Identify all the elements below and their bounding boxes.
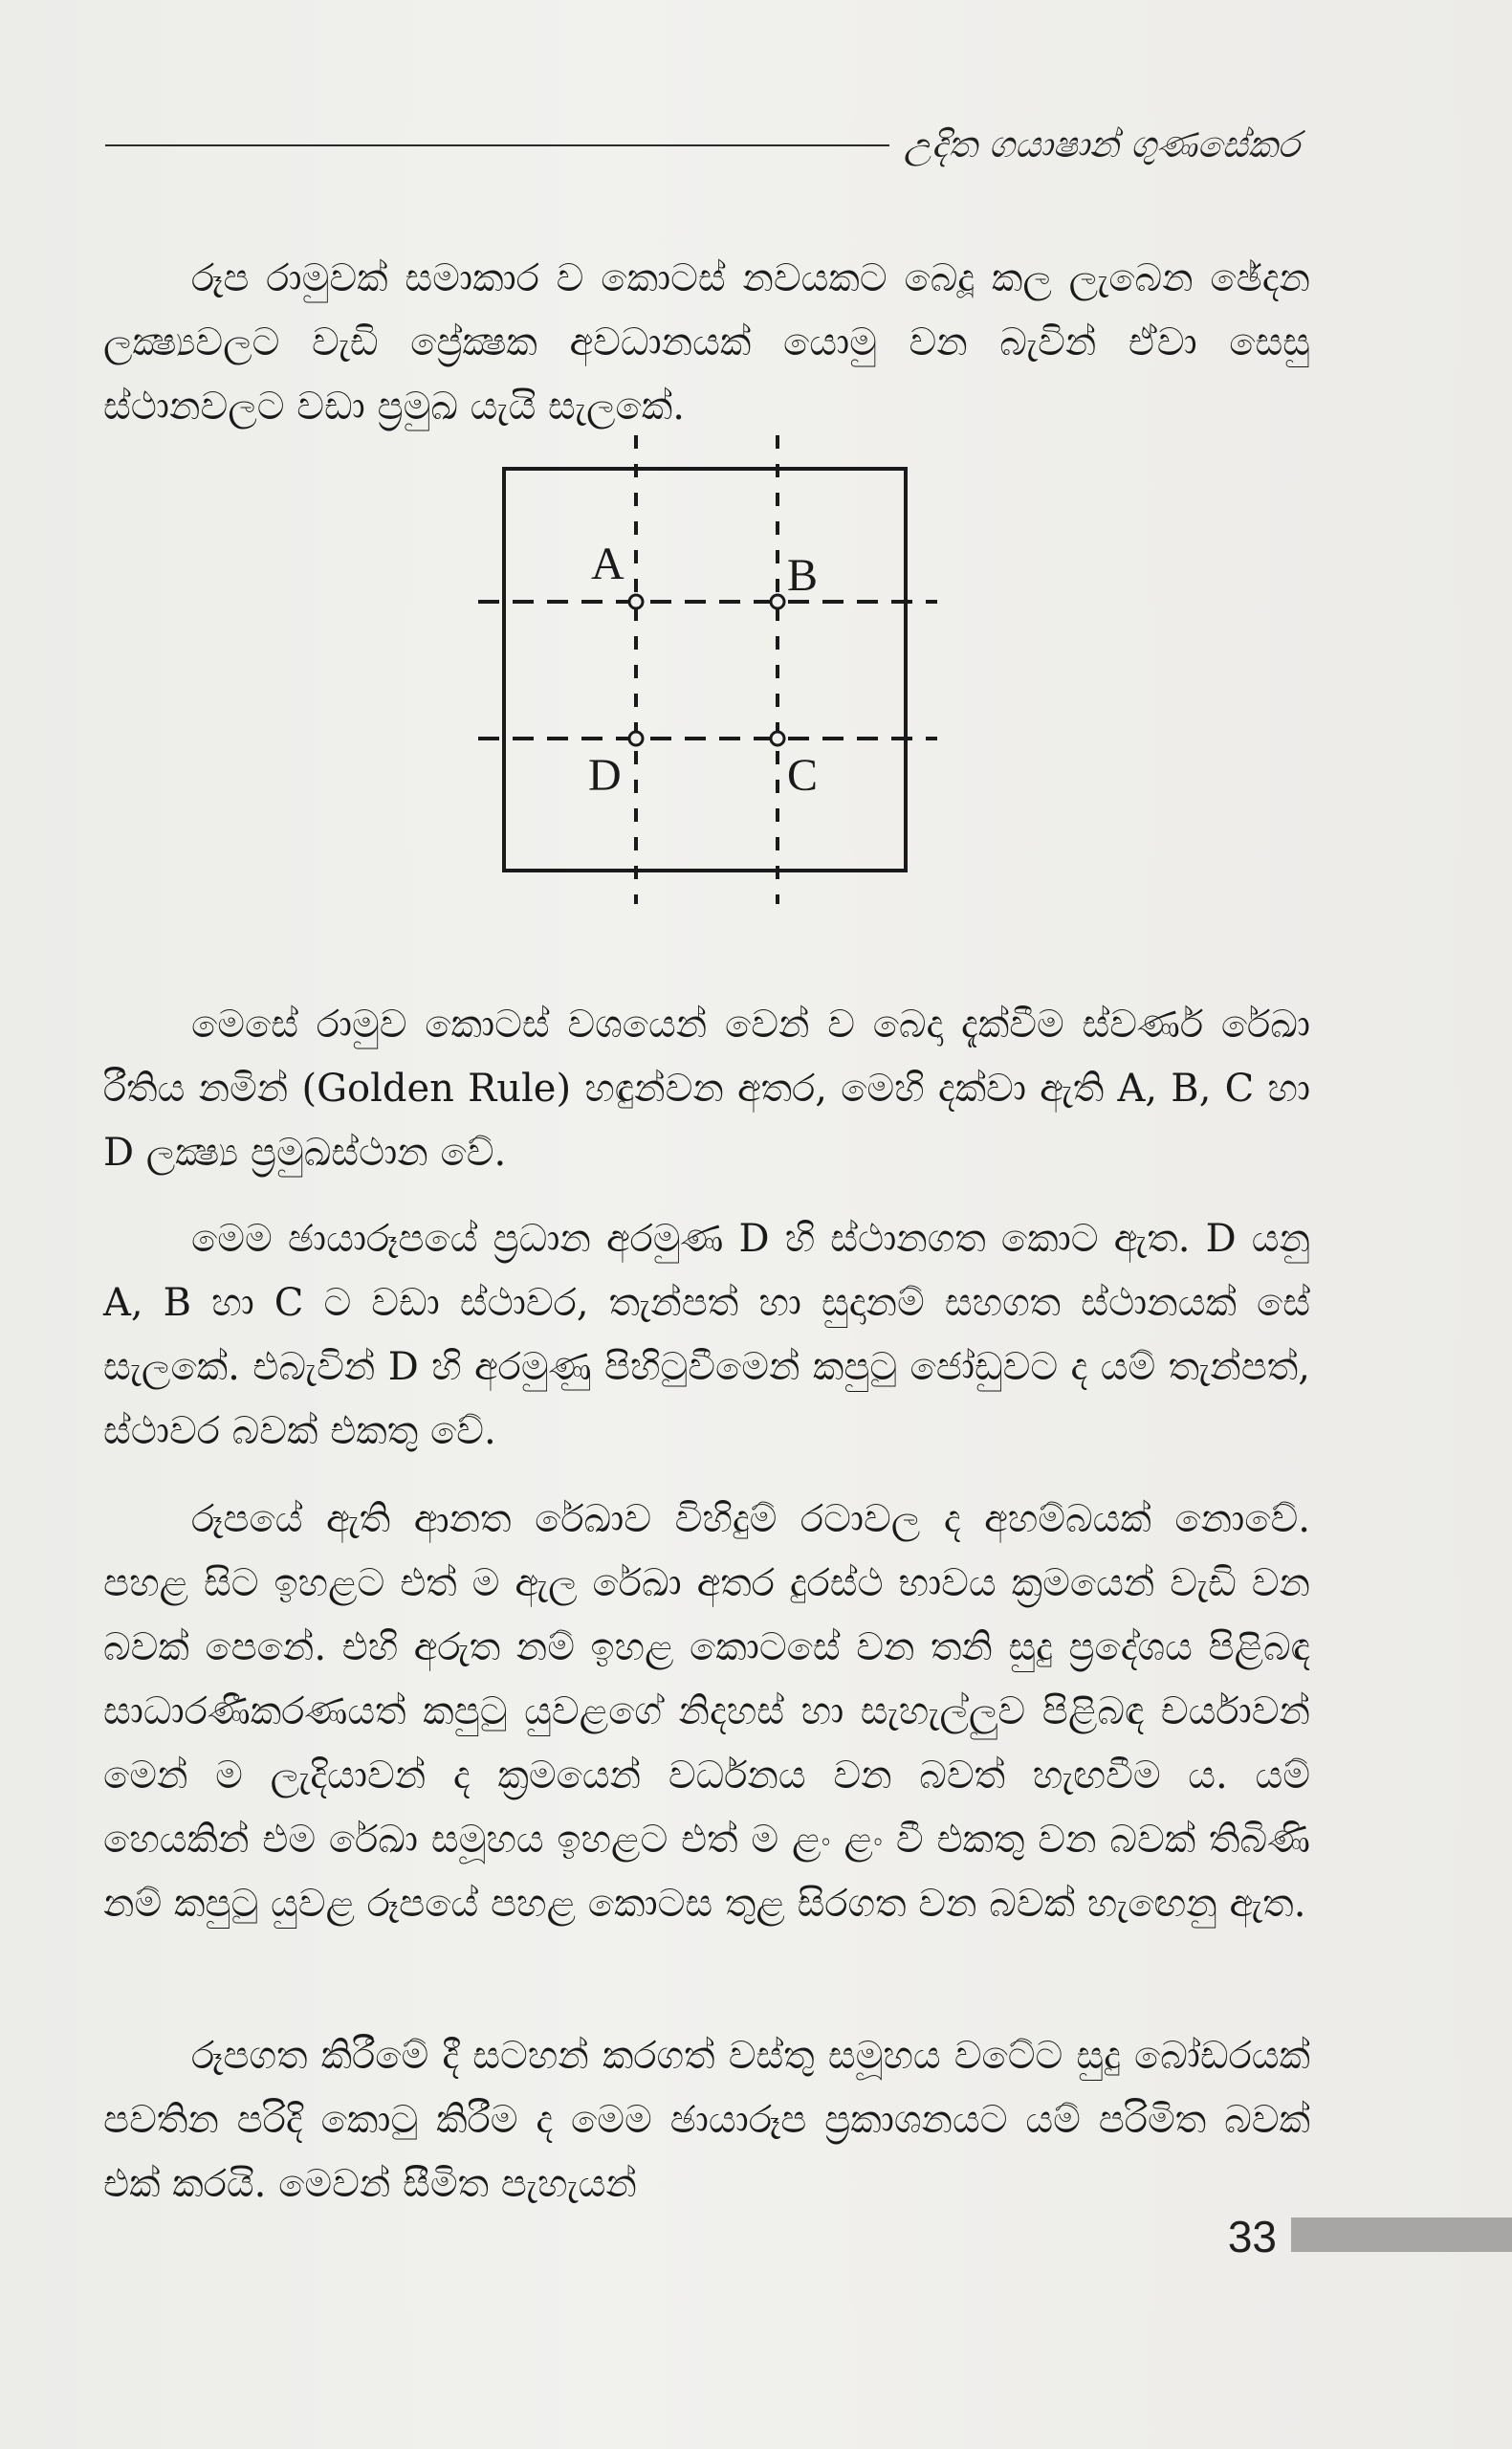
header-rule: [105, 144, 889, 146]
paragraph-1: රූප රාමුවක් සමාකාර ව කොටස් නවයකට බෙදූ කල ලැබෙන ඡේදන ලක්‍ෂ්‍යවලට වැඩි ප්‍රේක්‍ෂක අවධානයක් යොමු වන බැවින් ඒවා සෙසු ස්ථානවලට වඩා ප්‍රමුඛ යැයි සැලකේ.: [103, 256, 1310, 429]
point-c-marker: [771, 732, 784, 745]
point-d-marker: [629, 732, 643, 745]
running-header-author: උදිත ගයාෂාන් ගුණසේකර: [904, 123, 1300, 165]
point-d-label: D: [588, 750, 622, 801]
frame-rectangle: [504, 469, 906, 871]
paragraph-5: රූපගත කිරීමේ දී සටහන් කරගත් වස්තු සමූහය වටේට සුදු බෝඩරයක් පවතින පරිදි කොටු කිරීම ද මෙම ඡායාරූප ප්‍රකාශනයට යම් පරිමිත බවක් එක් කරයි. මෙවන් සීමිත පැහැයන්: [103, 2034, 1310, 2206]
point-b-label: B: [787, 550, 819, 601]
point-b-marker: [771, 595, 784, 608]
paragraph-2: මෙසේ රාමුව කොටස් වශයෙන් වෙන් ව බෙදා දැක්වීම ස්වර්ණ රේඛා රීතිය නමින් (Golden Rule) හඳුන්වන අතර, මෙහි දක්වා ඇති A, B, C හා D ලක්‍ෂ්‍ය ප්‍රමුඛස්ථාන වේ.: [103, 1003, 1310, 1175]
point-a-label: A: [591, 539, 625, 589]
point-a-marker: [629, 595, 643, 608]
point-c-label: C: [787, 750, 819, 801]
golden-rule-grid-svg: [469, 435, 947, 914]
paragraph-4: රූපයේ ඇති ආනත රේඛාව විහිදුම් රටාවල ද අහම්බයක් නොවේ. පහළ සිට ඉහළට එත් ම ඇල රේඛා අතර දුරස්ථ භාවය ක්‍රමයෙන් වැඩි වන බවක් පෙනේ. එහි අරුත නම් ඉහළ කොටසේ වන තනි සුදු ප්‍රදේශය පිළිබඳ සාධාරණීකරණයත් කපුටු යුවළගේ නිදහස් හා සැහැල්ලුව පිළිබඳ චර්යාවන් මෙන් ම ලැදියාවන් ද ක්‍රමයෙන් වර්ධනය වන බවත් හැඟවීම ය. යම් හෙයකින් එම රේඛා සමූහය ඉහළට එත් ම ළං ළං වී එකතු වන බවක් තිබිණි නම් කපුටු යුවළ රූපයේ පහළ කොටස තුළ සිරගත වන බවක් හැඟෙනු ඇත.: [103, 1497, 1310, 1926]
page-edge-tab: [1291, 2217, 1512, 2252]
paragraph-3: මෙම ඡායාරූපයේ ප්‍රධාන අරමුණ D හි ස්ථානගත කොට ඇත. D යනු A, B හා C ට වඩා ස්ථාවර, තැන්පත් හා සුදානම් සහගත ස්ථානයක් සේ සැලකේ. එබැවින් D හි අරමුණු පිහිටුවීමෙන් කපුටු ජෝඩුවට ද යම් තැන්පත්, ස්ථාවර බවක් එකතු වේ.: [103, 1217, 1310, 1453]
page-number: 33: [1227, 2212, 1277, 2261]
golden-rule-diagram: [469, 435, 947, 914]
